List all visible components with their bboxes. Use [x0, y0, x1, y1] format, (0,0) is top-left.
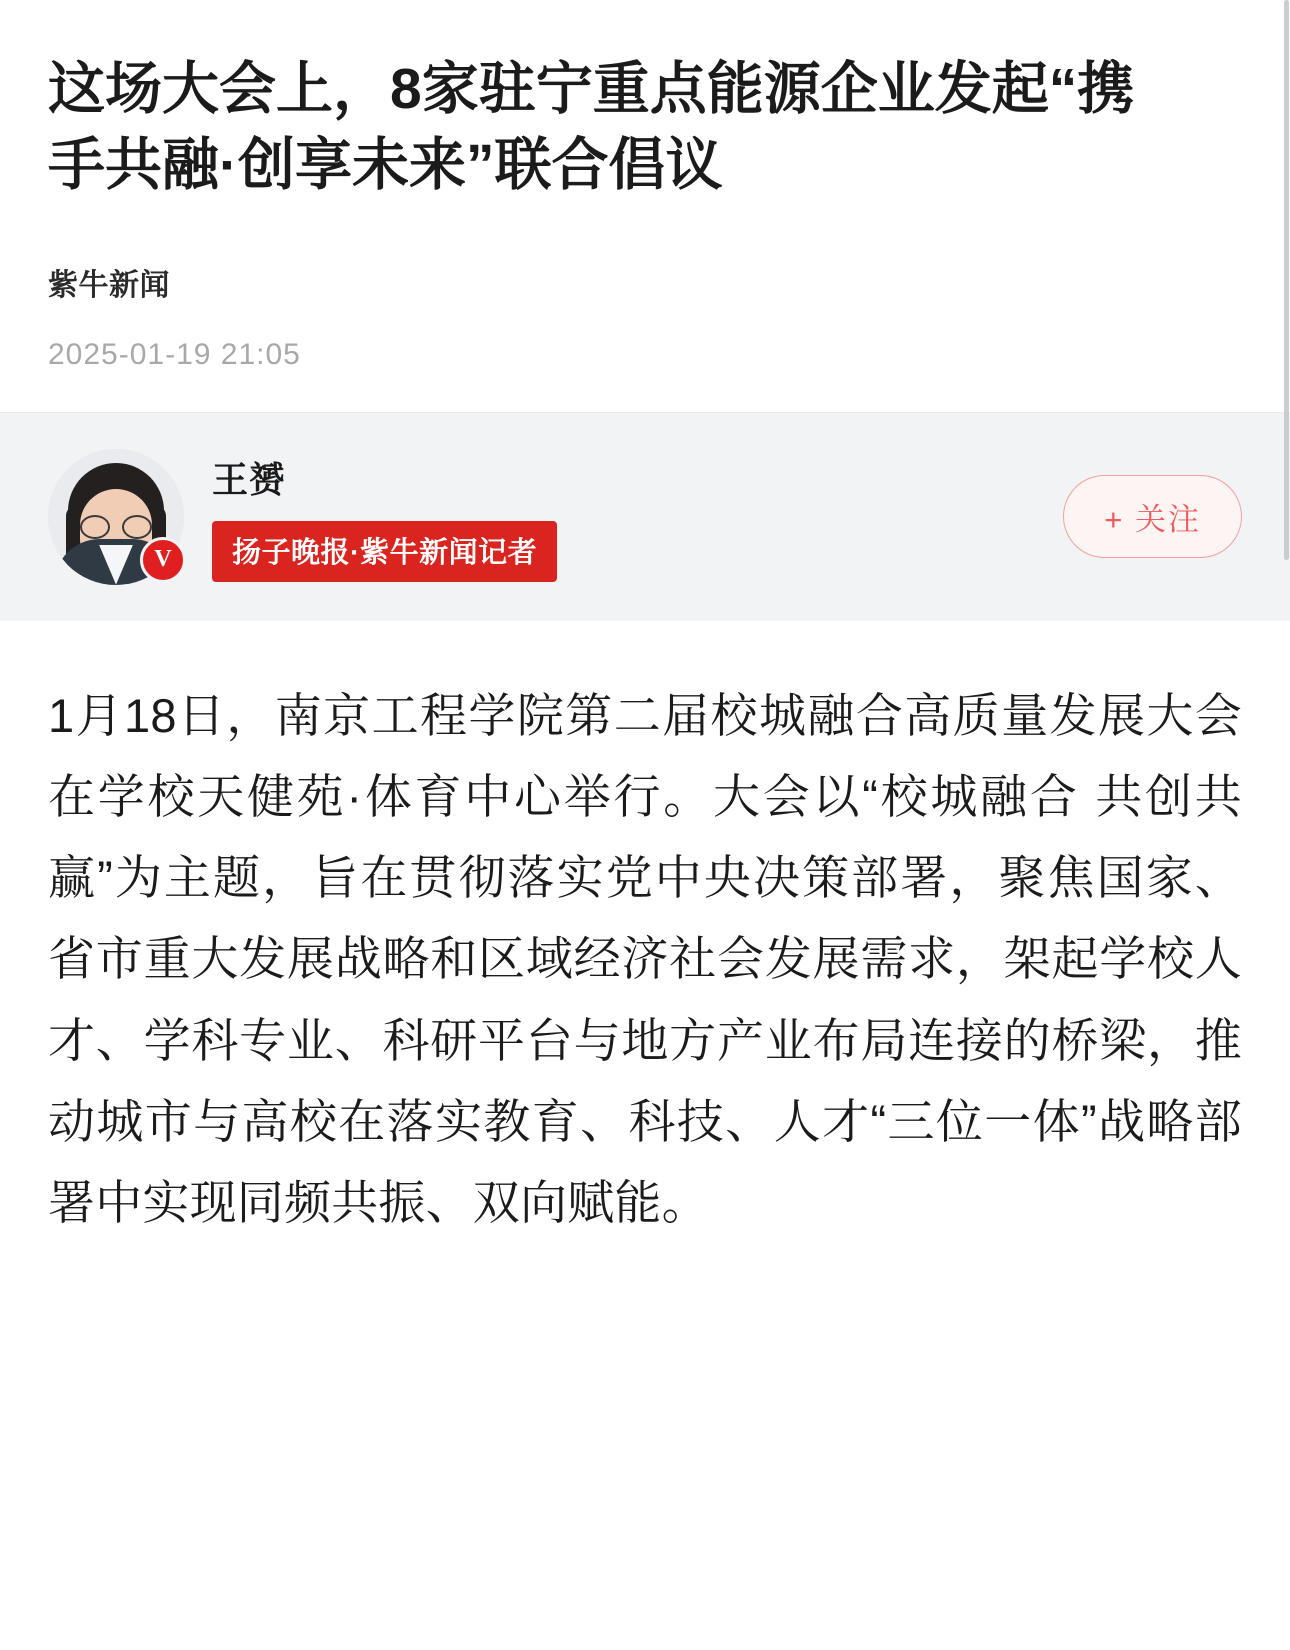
- avatar[interactable]: [48, 449, 184, 585]
- follow-button[interactable]: + 关注: [1063, 475, 1242, 558]
- scrollbar-thumb[interactable]: [1284, 0, 1289, 560]
- verified-badge-icon: V: [140, 537, 186, 583]
- author-info: [212, 452, 1035, 582]
- article-paragraph: 1月18日，南京工程学院第二届校城融合高质量发展大会在学校天健苑·体育中心举行。大会以“校城融合 共创共赢”为主题，旨在贯彻落实党中央决策部署，聚焦国家、省市重大发展战略和区域经济社会发展需求，架起学校人才、学科专业、科研平台与地方产业布局连接的桥梁，推动城市与高校在落实教育、科技、人才“三位一体”战略部署中实现同频共振、双向赋能。: [48, 688, 1242, 1230]
- author-bar: [0, 412, 1290, 621]
- glasses-icon: [78, 515, 154, 537]
- author-name[interactable]: 王赟: [212, 458, 287, 500]
- article-body: [0, 621, 1290, 1340]
- scrollbar[interactable]: [1284, 0, 1290, 1650]
- article-source: 紫牛新闻: [48, 268, 170, 302]
- author-affiliation-badge: 扬子晚报·紫牛新闻记者: [212, 521, 557, 582]
- avatar-collar: [99, 545, 133, 585]
- article-timestamp: 2025-01-19 21:05: [48, 337, 301, 371]
- page-title: 这场大会上，8家驻宁重点能源企业发起“携手共融·创享未来”联合倡议: [48, 57, 1135, 197]
- article-header: [0, 0, 1290, 412]
